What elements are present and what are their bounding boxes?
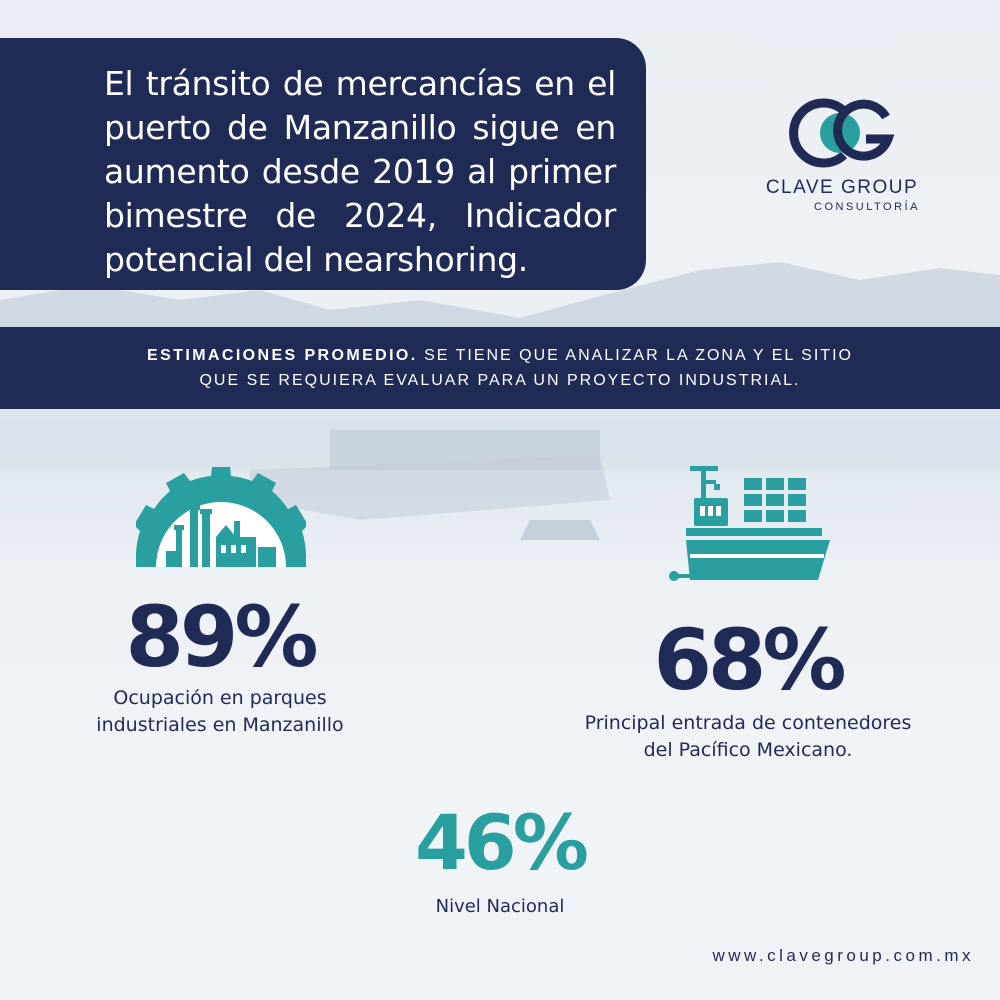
stat-label-line: Principal entrada de contenedores bbox=[584, 712, 912, 734]
stat-label bbox=[548, 710, 948, 764]
stat-label-line: Ocupación en parques bbox=[113, 687, 327, 709]
container-ship-icon bbox=[668, 458, 830, 594]
factory-gear-icon bbox=[136, 467, 306, 567]
clave-group-logo bbox=[752, 95, 942, 225]
clave-group-logo-mark bbox=[786, 95, 896, 171]
stat-label-line: del Pacífico Mexicano. bbox=[643, 739, 853, 761]
headline-text: El tránsito de mercancías en el puerto de Manzanillo sigue en aumento desde 2019 al primer bimestre de 2024, Indicador potencial del nearshoring. bbox=[104, 64, 616, 279]
logo-name: CLAVE GROUP bbox=[765, 177, 919, 198]
stat-value: 46% bbox=[415, 798, 585, 887]
stat-value: 68% bbox=[653, 611, 843, 709]
logo-subtitle: CONSULTORÍA bbox=[814, 201, 920, 213]
stat-value: 89% bbox=[125, 588, 315, 686]
headline-panel bbox=[0, 38, 646, 290]
estimates-banner bbox=[0, 327, 1000, 409]
stat-industrial-occupancy bbox=[60, 588, 380, 739]
stat-label bbox=[60, 685, 380, 739]
banner-line-1 bbox=[0, 343, 1000, 368]
stat-national-level bbox=[340, 798, 660, 920]
website-link[interactable]: www.clavegroup.com.mx bbox=[712, 946, 974, 965]
stat-label-line: industriales en Manzanillo bbox=[96, 714, 344, 736]
banner-bold-text: ESTIMACIONES PROMEDIO. bbox=[147, 347, 418, 364]
stat-label-line: Nivel Nacional bbox=[435, 896, 565, 917]
banner-text: SE TIENE QUE ANALIZAR LA ZONA Y EL SITIO bbox=[424, 347, 853, 364]
stat-container-entry bbox=[548, 611, 948, 764]
stat-label bbox=[340, 893, 660, 920]
banner-line-2: QUE SE REQUIERA EVALUAR PARA UN PROYECTO INDUSTRIAL. bbox=[199, 372, 801, 389]
